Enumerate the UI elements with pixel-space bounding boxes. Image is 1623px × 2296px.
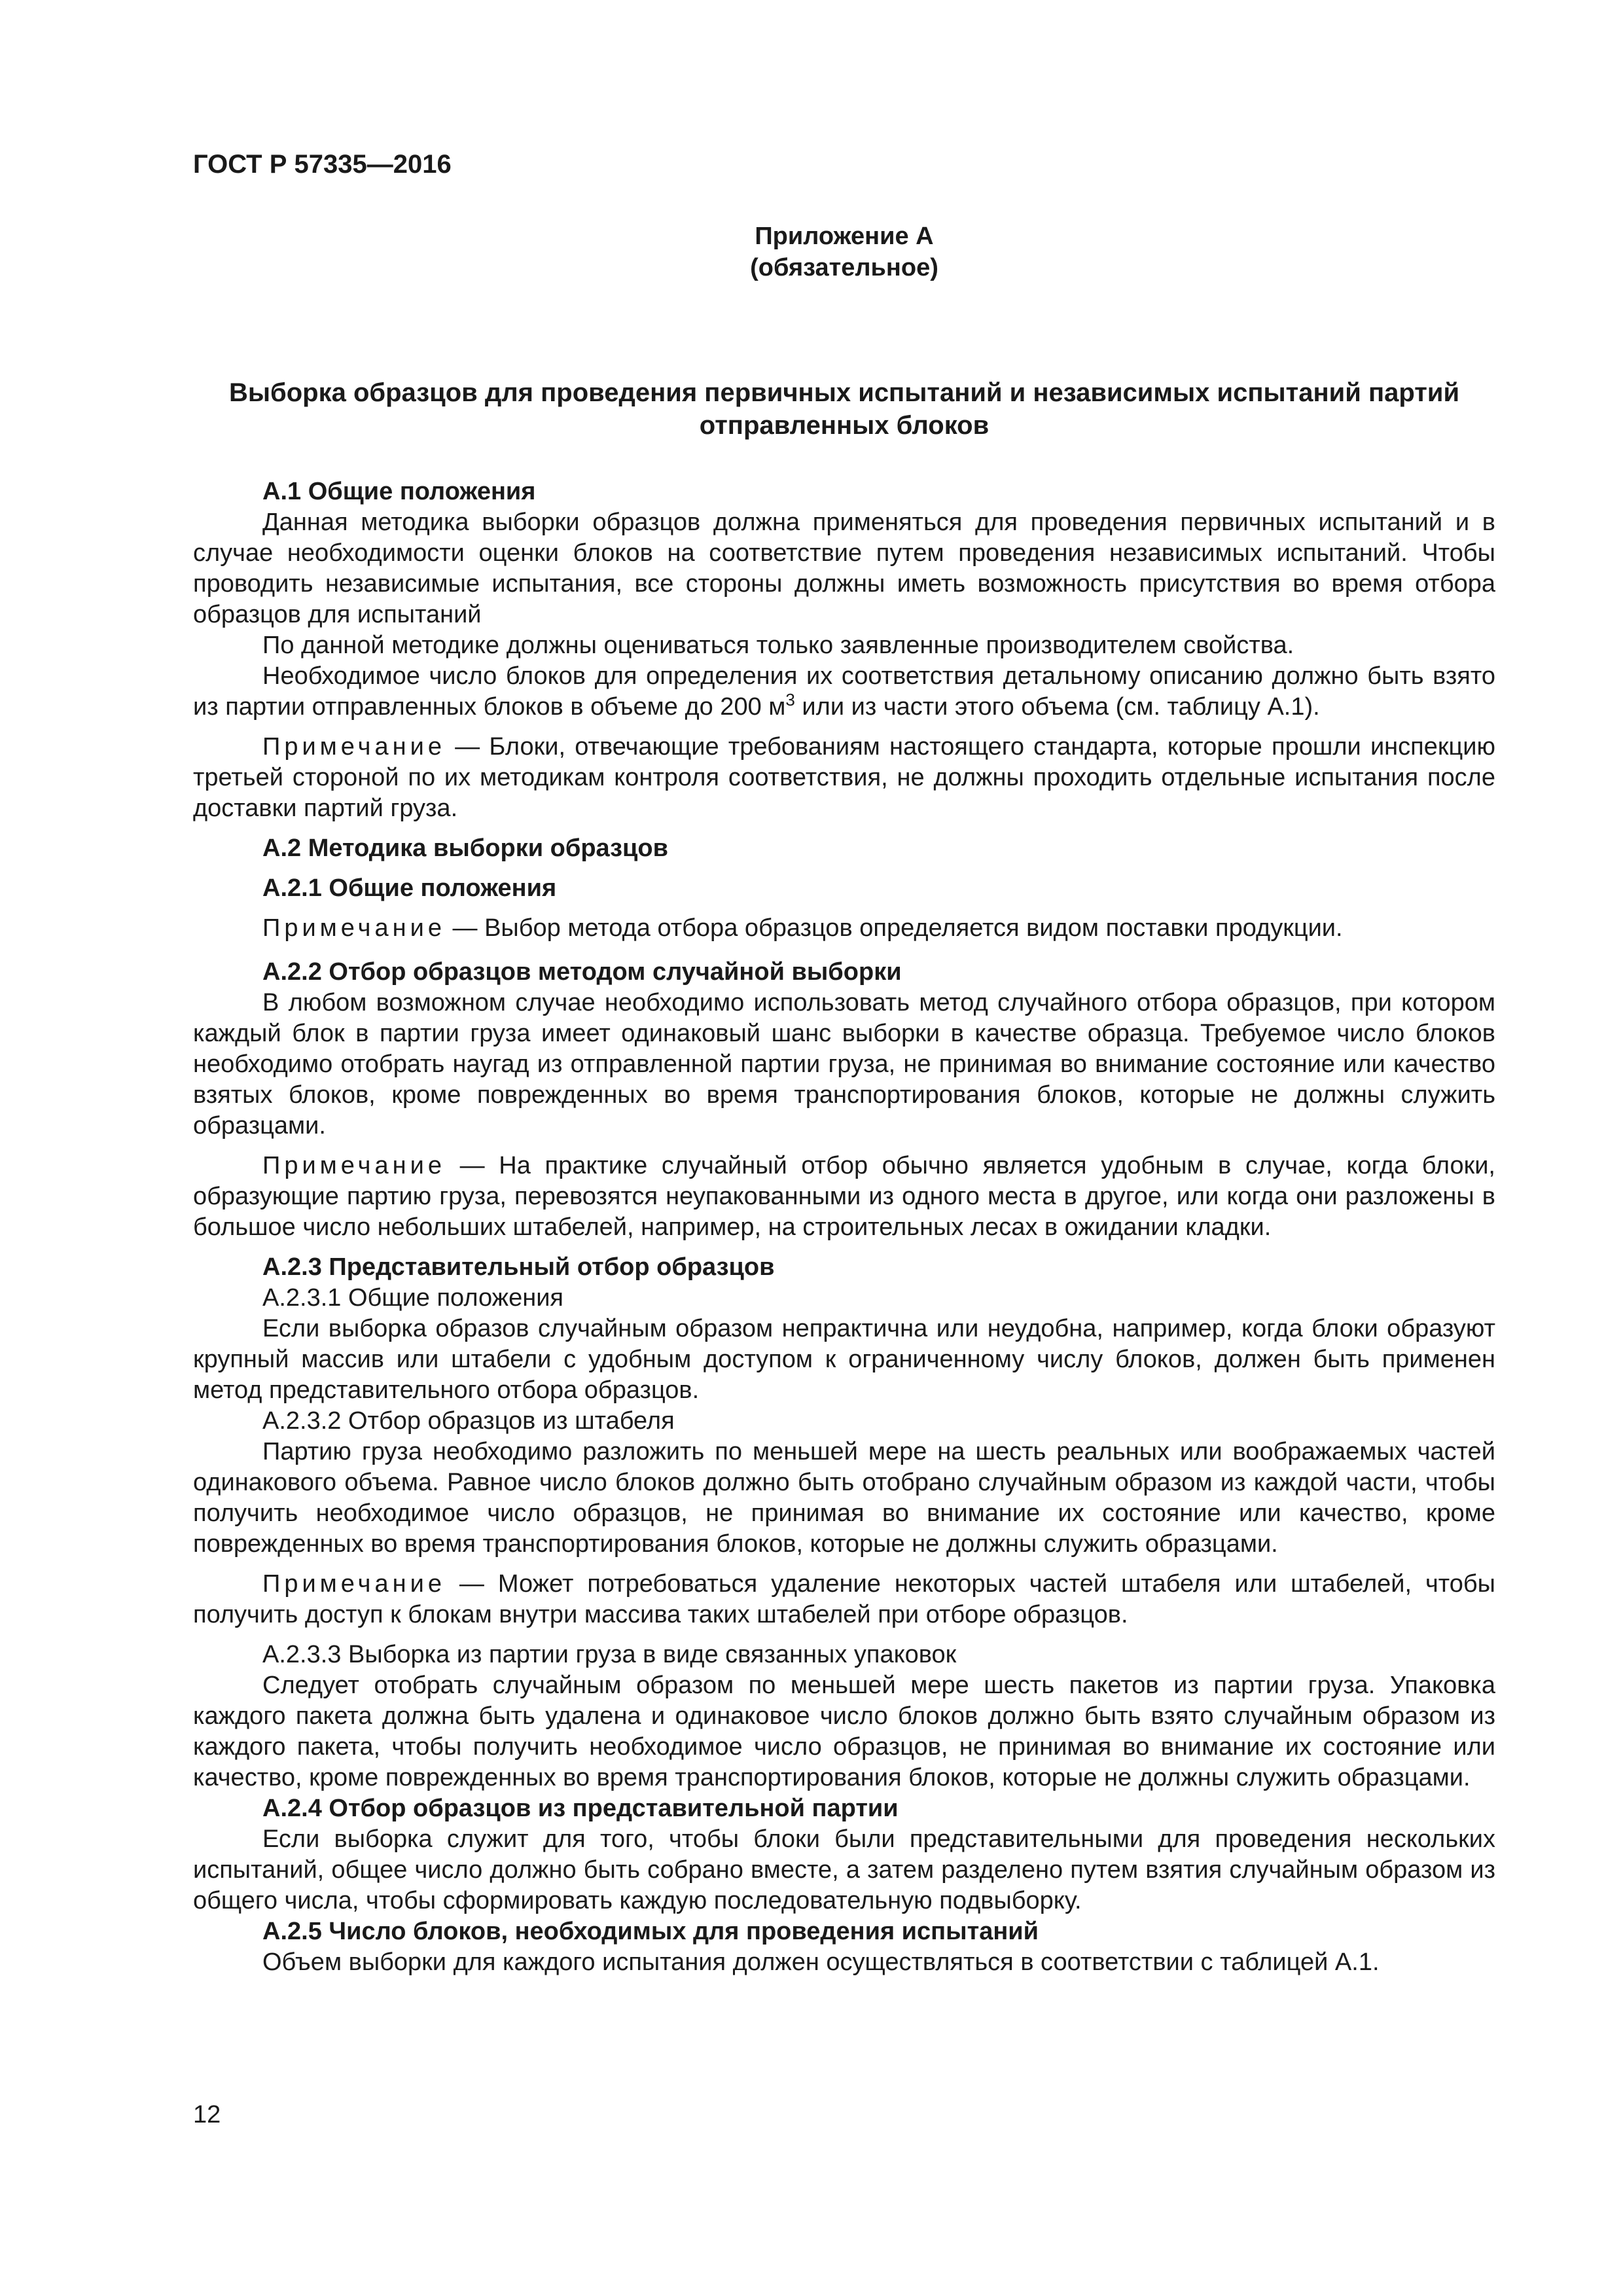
section-a22-heading: А.2.2 Отбор образцов методом случайной выборки bbox=[262, 958, 902, 986]
paragraph: В любом возможном случае необходимо использовать метод случайного отбора образцов, при котором каждый блок в партии груза имеет одинаковый шанс выборки в качестве образца. Требуемое число блоков необходимо отобрать наугад из отправленной партии груза, не принимая во внимание состояние или качество взятых блоков, кроме поврежденных во время транспортирования блоков, которые не должны служить образцами. bbox=[193, 989, 1495, 1139]
note-label: Примечание bbox=[262, 914, 446, 942]
section-a232-heading: А.2.3.2 Отбор образцов из штабеля bbox=[262, 1407, 675, 1435]
note-text: — Выбор метода отбора образцов определяется видом поставки продукции. bbox=[445, 914, 1343, 942]
note bbox=[193, 1151, 1495, 1243]
note-text: — Может потребоваться удаление некоторых частей штабеля или штабелей, чтобы получить доступ к блокам внутри массива таких штабелей при отборе образцов. bbox=[193, 1570, 1495, 1628]
paragraph: По данной методике должны оцениваться только заявленные производителем свойства. bbox=[262, 632, 1294, 659]
section-a1-heading: А.1 Общие положения bbox=[262, 478, 536, 505]
note bbox=[193, 913, 1495, 944]
page-number: 12 bbox=[193, 2101, 221, 2128]
section-a2-heading: А.2 Методика выборки образцов bbox=[262, 834, 668, 862]
note-label: Примечание bbox=[262, 733, 446, 761]
paragraph: Данная методика выборки образцов должна применяться для проведения первичных испытаний и в случае необходимости оценки блоков на соответствие путем проведения независимых испытаний. Чтобы проводить независимые испытания, все стороны должны иметь возможность присутствия во время отбора образцов для испытаний bbox=[193, 509, 1495, 628]
superscript: 3 bbox=[785, 690, 795, 709]
section-a25-heading: А.2.5 Число блоков, необходимых для проведения испытаний bbox=[262, 1918, 1039, 1945]
section-a233-heading: А.2.3.3 Выборка из партии груза в виде связанных упаковок bbox=[262, 1641, 957, 1668]
annex-status: (обязательное) bbox=[750, 254, 938, 281]
note-label: Примечание bbox=[262, 1570, 446, 1598]
main-title: Выборка образцов для проведения первичных испытаний и независимых испытаний партий отправленных блоков bbox=[228, 378, 1460, 440]
section-a23-heading: А.2.3 Представительный отбор образцов bbox=[262, 1253, 775, 1281]
note bbox=[193, 1569, 1495, 1630]
section-a24-heading: А.2.4 Отбор образцов из представительной партии bbox=[262, 1795, 899, 1822]
paragraph: Партию груза необходимо разложить по меньшей мере на шесть реальных или воображаемых частей одинакового объема. Равное число блоков должно быть отобрано случайным образом из каждой части, чтобы получить необходимое число образцов, не принимая во внимание их состояние или качество, кроме поврежденных во время транспортирования блоков, которые не должны служить образцами. bbox=[193, 1438, 1495, 1558]
note bbox=[193, 732, 1495, 824]
paragraph-text: или из части этого объема (см. таблицу А.1). bbox=[794, 693, 1320, 721]
document-code: ГОСТ Р 57335—2016 bbox=[193, 150, 452, 179]
paragraph bbox=[193, 661, 1495, 723]
note-text: — Блоки, отвечающие требованиям настоящего стандарта, которые прошли инспекцию третьей стороной по их методикам контроля соответствия, не должны проходить отдельные испытания после доставки партий груза. bbox=[193, 733, 1495, 822]
document-body bbox=[193, 476, 1495, 1978]
annex-heading bbox=[0, 221, 1623, 283]
paragraph-text: Необходимое число блоков для определения их соответствия детальному описанию должно быть взято из партии отправленных блоков в объеме до 200 м bbox=[193, 662, 1495, 721]
paragraph: Объем выборки для каждого испытания должен осуществляться в соответствии с таблицей А.1. bbox=[262, 1948, 1380, 1976]
annex-title: Приложение А bbox=[755, 223, 934, 250]
paragraph: Следует отобрать случайным образом по меньшей мере шесть пакетов из партии груза. Упаковка каждого пакета должна быть удалена и одинаковое число блоков должно быть взято случайным образом из каждого пакета, чтобы получить необходимое число образцов, не принимая во внимание их состояние или качество, кроме поврежденных во время транспортирования блоков, которые не должны служить образцами. bbox=[193, 1672, 1495, 1791]
section-a21-heading: А.2.1 Общие положения bbox=[262, 874, 557, 902]
paragraph: Если выборка служит для того, чтобы блоки были представительными для проведения нескольких испытаний, общее число должно быть собрано вместе, а затем разделено путем взятия случайным образом из общего числа, чтобы сформировать каждую последовательную подвыборку. bbox=[193, 1825, 1495, 1914]
note-text: — На практике случайный отбор обычно является удобным в случае, когда блоки, образующие партию груза, перевозятся неупакованными из одного места в другое, или когда они разложены в большое число небольших штабелей, например, на строительных лесах в ожидании кладки. bbox=[193, 1152, 1495, 1241]
paragraph: Если выборка образов случайным образом непрактична или неудобна, например, когда блоки образуют крупный массив или штабели с удобным доступом к ограниченному числу блоков, должен быть применен метод представительного отбора образцов. bbox=[193, 1315, 1495, 1404]
section-a231-heading: А.2.3.1 Общие положения bbox=[262, 1284, 564, 1312]
note-label: Примечание bbox=[262, 1152, 446, 1179]
